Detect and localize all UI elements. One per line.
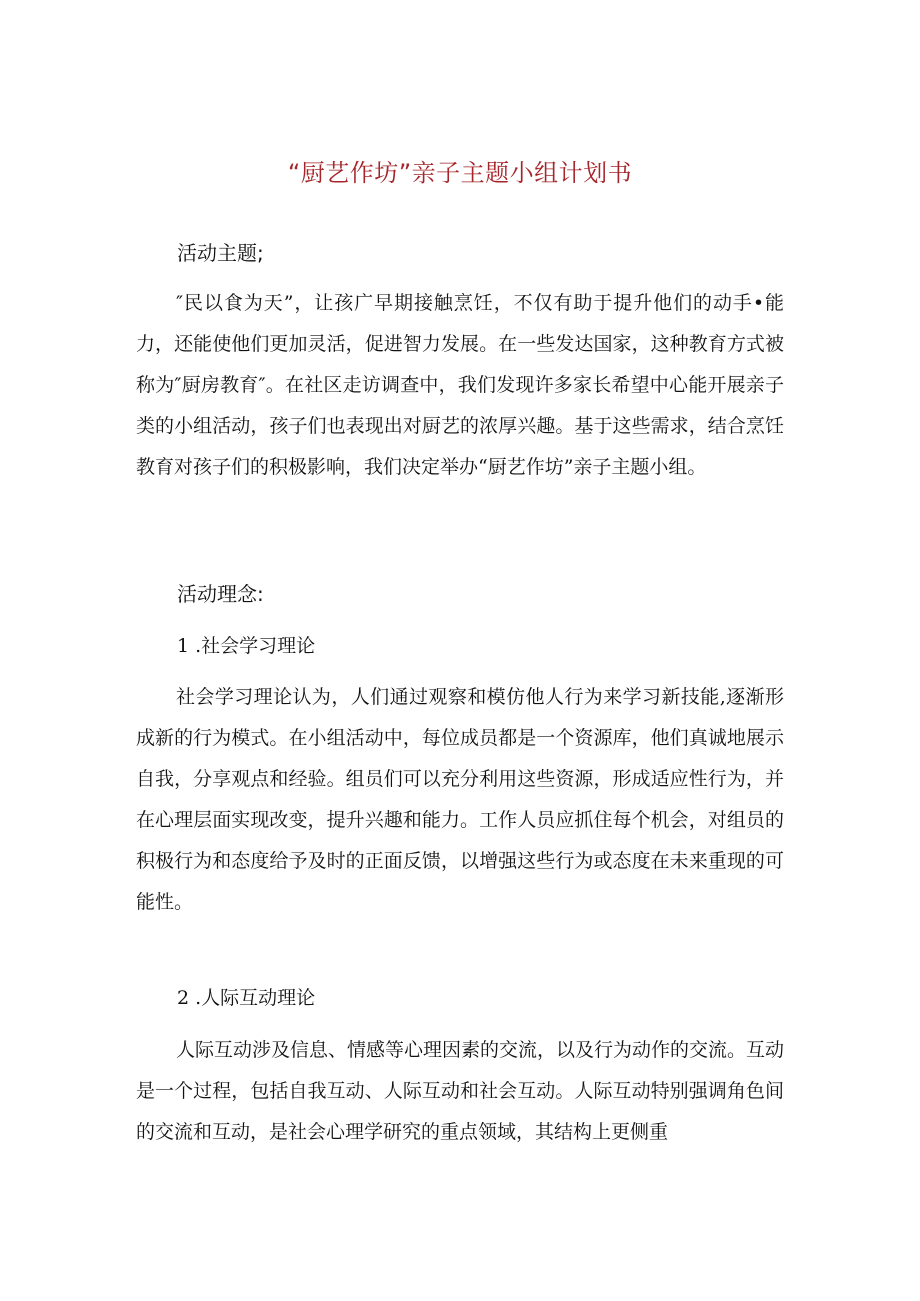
paragraph-theme: ″民以食为天”，让孩广早期接触烹饪，不仅有助于提升他们的动手•能力，还能使他们更加灵活，促进智力发展。在一些发达国家，这种教育方式被称为″厨房教育″。在社区走访调查中，我们发现许多家长希望中心能开展亲子类的小组活动，孩子们也表现出对厨艺的浓厚兴趣。基于这些需求，结合烹饪教育对孩子们的积极影响，我们决定举办“厨艺作坊”亲子主题小组。	[136, 292, 784, 478]
subsection-heading-social-learning: 1 .社会学习理论	[177, 635, 316, 657]
section-heading-theme: 活动主题;	[177, 241, 264, 265]
section-heading-concept: 活动理念:	[177, 582, 264, 606]
paragraph-social-learning: 社会学习理论认为，人们通过观察和模仿他人行为来学习新技能,逐渐形成新的行为模式。在小组活动中，每位成员都是一个资源库，他们真诚地展示自我，分享观点和经验。组员们可以充分利用这些资源，形成适应性行为，并在心理层面实现改变，提升兴趣和能力。工作人员应抓住每个机会，对组员的积极行为和态度给予及时的正面反馈，以增强这些行为或态度在未来重现的可能性。	[136, 686, 784, 913]
document-title: “厨艺作坊”亲子主题小组计划书	[287, 159, 633, 187]
paragraph-interaction: 人际互动涉及信息、情感等心理因素的交流，以及行为动作的交流。互动是一个过程，包括自我互动、人际互动和社会互动。人际互动特别强调角色间的交流和互动，是社会心理学研究的重点领域，其结构上更侧重	[136, 1039, 785, 1143]
subsection-heading-interaction: 2 .人际互动理论	[177, 987, 316, 1009]
